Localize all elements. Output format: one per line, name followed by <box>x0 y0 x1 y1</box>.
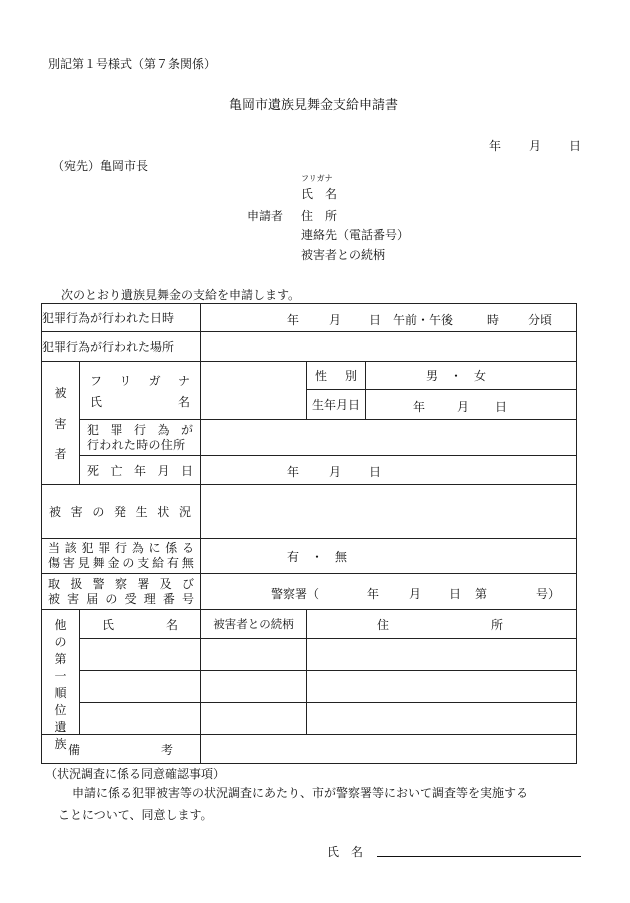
application-form-table <box>41 303 577 764</box>
form-number: 別記第１号様式（第７条関係） <box>48 57 217 71</box>
victim-address-label-cell <box>80 420 201 456</box>
other-family-label-cell <box>42 610 80 751</box>
family-row-3-relation[interactable] <box>201 703 307 735</box>
crime-month-label: 月 <box>329 312 342 327</box>
birthdate-year-label: 年 <box>413 399 426 414</box>
remarks-label: 備 考 <box>68 742 174 757</box>
damage-label-cell <box>42 485 201 539</box>
birthdate-label: 生年月日 <box>312 398 361 412</box>
birthdate-input[interactable] <box>366 390 577 420</box>
crime-place-input[interactable] <box>201 332 577 362</box>
other-family-label: 他 の 第 一 順 位 遺 族 <box>54 618 67 751</box>
death-month-label: 月 <box>329 465 342 479</box>
damage-input[interactable] <box>201 485 577 539</box>
applicant-furigana: フリガナ <box>301 174 333 183</box>
consent-heading: （状況調査に係る同意確認事項） <box>45 767 226 781</box>
intro-text: 次のとおり遺族見舞金の支給を申請します。 <box>61 288 301 302</box>
col-name-header: 氏 名 <box>80 610 201 639</box>
victim-name-label-cell <box>80 362 201 420</box>
family-row-2-name[interactable] <box>80 671 201 703</box>
death-date-label: 死 亡 年 月 日 <box>87 463 194 478</box>
gender-label-cell <box>307 362 366 390</box>
police-label-line2: 被 害 届 の 受 理 番 号 <box>48 591 194 606</box>
crime-year-label: 年 <box>287 312 300 327</box>
crime-datetime-label-cell <box>42 304 201 332</box>
crime-hour-label: 時 <box>487 312 500 327</box>
family-row-2-relation[interactable] <box>201 671 307 703</box>
family-row-1-relation[interactable] <box>201 639 307 671</box>
victim-name-input[interactable] <box>201 362 307 420</box>
crime-day-label: 日 <box>369 312 382 327</box>
death-date-label-cell <box>80 456 201 485</box>
damage-label: 被 害 の 発 生 状 況 <box>49 505 191 519</box>
injury-payment-label-line2: 傷 害 見 舞 金 の 支 給 有 無 <box>48 556 194 570</box>
signature-label: 氏 名 <box>327 845 364 859</box>
police-year-label: 年 <box>367 586 380 601</box>
crime-datetime-label: 犯罪行為が行われた日時 <box>42 311 175 325</box>
remarks-input[interactable] <box>201 735 577 764</box>
death-day-label: 日 <box>369 465 382 479</box>
date-year-label: 年 <box>489 139 502 153</box>
gender-options: 男 ・ 女 <box>426 369 487 383</box>
victim-name-label: 氏 名 <box>90 394 191 409</box>
date-month-label: 月 <box>529 139 542 153</box>
police-go-label: 号） <box>536 586 561 601</box>
victim-label-cell <box>42 362 80 485</box>
crime-place-label-cell <box>42 332 201 362</box>
police-station-label: 警察署（ <box>271 586 320 601</box>
applicant-label: 申請者 <box>247 209 284 223</box>
consent-line-2: ことについて、同意します。 <box>58 808 213 822</box>
family-row-1-address[interactable] <box>307 639 577 671</box>
addressee: （宛先）亀岡市長 <box>52 159 149 173</box>
family-row-1-name[interactable] <box>80 639 201 671</box>
applicant-phone-label: 連絡先（電話番号） <box>301 228 410 242</box>
victim-label: 被 害 者 <box>54 386 67 461</box>
death-year-label: 年 <box>287 465 300 479</box>
police-number-label: 第 <box>475 586 488 601</box>
police-day-label: 日 <box>449 586 462 601</box>
signature-line[interactable] <box>377 856 581 857</box>
applicant-relation-label: 被害者との続柄 <box>301 248 386 262</box>
police-input[interactable] <box>201 574 577 610</box>
crime-ampm-label: 午前・午後 <box>393 312 454 327</box>
family-row-3-name[interactable] <box>80 703 201 735</box>
col-relation-header <box>201 610 307 639</box>
death-date-input[interactable] <box>201 456 577 485</box>
col-relation-label: 被害者との続柄 <box>213 617 294 631</box>
victim-address-label-line2: 行われた時の住所 <box>87 437 186 452</box>
birthdate-month-label: 月 <box>457 399 470 414</box>
crime-place-label: 犯罪行為が行われた場所 <box>42 340 175 354</box>
injury-payment-label-cell <box>42 539 201 574</box>
police-label-line1: 取 扱 警 察 署 及 び <box>48 576 194 591</box>
family-row-2-address[interactable] <box>307 671 577 703</box>
form-title: 亀岡市遺族見舞金支給申請書 <box>229 98 399 113</box>
applicant-address-label: 住 所 <box>301 209 338 223</box>
applicant-name-label: 氏 名 <box>301 187 338 201</box>
crime-minute-label: 分頃 <box>528 312 553 327</box>
injury-payment-options: 有 ・ 無 <box>287 549 348 564</box>
police-month-label: 月 <box>409 586 422 601</box>
gender-label: 性 別 <box>315 369 358 383</box>
consent-line-1: 申請に係る犯罪被害等の状況調査にあたり、市が警察署等において調査等を実施する <box>72 786 529 800</box>
birthdate-label-cell <box>307 390 366 420</box>
injury-payment-label-line1: 当 該 犯 罪 行 為 に 係 る <box>48 541 195 555</box>
injury-payment-select[interactable] <box>201 539 577 574</box>
date-day-label: 日 <box>569 139 582 153</box>
gender-select[interactable] <box>366 362 577 390</box>
birthdate-day-label: 日 <box>495 399 508 414</box>
police-label-cell <box>42 574 201 610</box>
victim-address-label-line1: 犯 罪 行 為 が <box>87 422 194 437</box>
crime-datetime-input[interactable] <box>201 304 577 332</box>
family-row-3-address[interactable] <box>307 703 577 735</box>
victim-furigana-label: フ リ ガ ナ <box>90 373 190 388</box>
col-address-header: 住 所 <box>307 610 577 639</box>
victim-address-input[interactable] <box>201 420 577 456</box>
